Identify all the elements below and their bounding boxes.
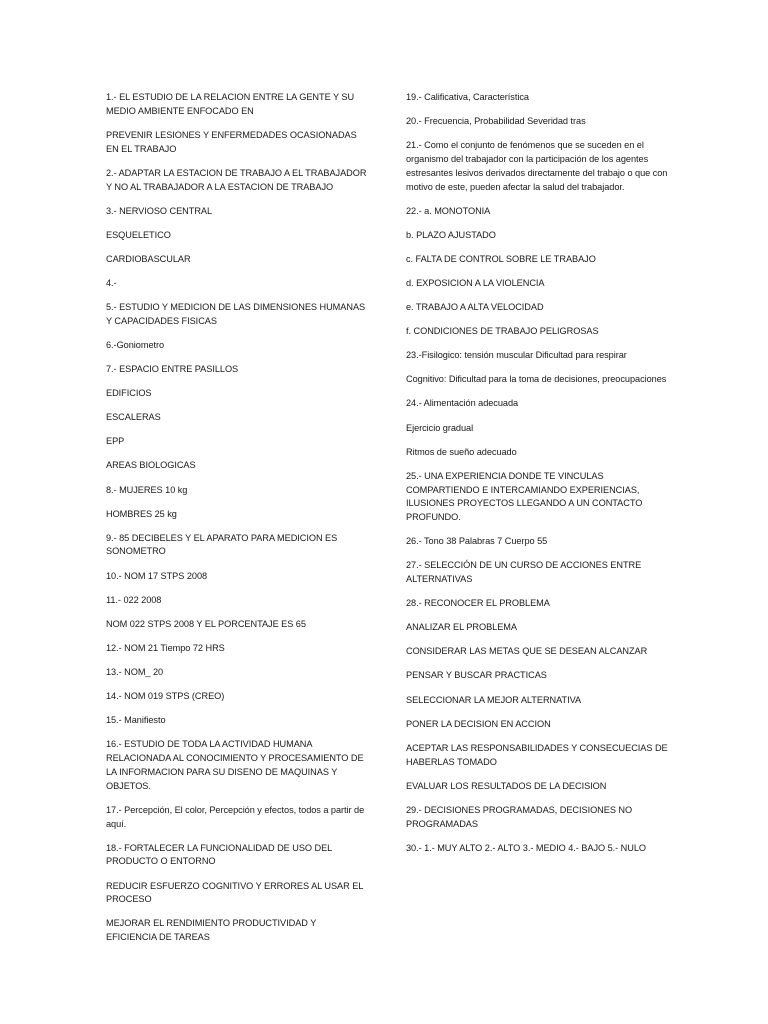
left-paragraph-7: 4.- bbox=[106, 277, 117, 288]
right-paragraph-21: PENSAR Y BUSCAR PRACTICAS bbox=[406, 670, 547, 681]
right-paragraph-27: 30.- 1.- MUY ALTO 2.- ALTO 3.- MEDIO 4.- BAJO 5.- NULO bbox=[406, 842, 646, 853]
right-paragraph-20: CONSIDERAR LAS METAS QUE SE DESEAN ALCANZAR bbox=[406, 646, 648, 657]
left-paragraph-12: ESCALERAS bbox=[106, 412, 161, 423]
left-paragraph-6: CARDIOBASCULAR bbox=[106, 253, 191, 264]
left-paragraph-20: NOM 022 STPS 2008 Y EL PORCENTAJE ES 65 bbox=[106, 618, 306, 629]
right-paragraph-26: 29.- DECISIONES PROGRAMADAS, DECISIONES NO PROGRAMADAS bbox=[406, 804, 633, 829]
left-paragraph-26: 17.- Percepción, El color, Percepción y efectos, todos a partir de aquí. bbox=[106, 804, 365, 829]
right-paragraph-16: 26.- Tono 38 Palabras 7 Cuerpo 55 bbox=[406, 536, 548, 547]
right-paragraph-11: Cognitivo: Dificultad para la toma de decisiones, preocupaciones bbox=[406, 374, 667, 385]
left-paragraph-11: EDIFICIOS bbox=[106, 388, 152, 399]
right-paragraph-23: PONER LA DECISION EN ACCION bbox=[406, 718, 551, 729]
left-paragraph-25: 16.- ESTUDIO DE TODA LA ACTIVIDAD HUMANA RELACIONADA AL CONOCIMIENTO Y PROCESAMIENTO DE LA INFORMACION PARA SU DISENO DE MAQUINAS Y OBJETOS. bbox=[106, 739, 364, 791]
right-column bbox=[406, 91, 668, 866]
left-paragraph-19: 11.- 022 2008 bbox=[106, 594, 162, 605]
right-paragraph-7: d. EXPOSICION A LA VIOLENCIA bbox=[406, 277, 545, 288]
right-paragraph-10: 23.-Fisilogico: tensión muscular Dificultad para respirar bbox=[406, 350, 627, 361]
left-paragraph-28: REDUCIR ESFUERZO COGNITIVO Y ERRORES AL USAR EL PROCESO bbox=[106, 880, 363, 905]
left-paragraph-4: 3.- NERVIOSO CENTRAL bbox=[106, 205, 213, 216]
right-paragraph-22: SELECCIONAR LA MEJOR ALTERNATIVA bbox=[406, 694, 582, 705]
right-paragraph-14: Ritmos de sueño adecuado bbox=[406, 446, 517, 457]
right-paragraph-4: 22.- a. MONOTONIA bbox=[406, 205, 491, 216]
right-paragraph-9: f. CONDICIONES DE TRABAJO PELIGROSAS bbox=[406, 326, 599, 337]
right-paragraph-24: ACEPTAR LAS RESPONSABILIDADES Y CONSECUECIAS DE HABERLAS TOMADO bbox=[406, 742, 668, 767]
left-paragraph-2: PREVENIR LESIONES Y ENFERMEDADES OCASIONADAS EN EL TRABAJO bbox=[106, 129, 357, 154]
left-column bbox=[106, 91, 368, 955]
left-paragraph-13: EPP bbox=[106, 436, 125, 447]
left-paragraph-15: 8.- MUJERES 10 kg bbox=[106, 484, 188, 495]
left-paragraph-1: 1.- EL ESTUDIO DE LA RELACION ENTRE LA GENTE Y SU MEDIO AMBIENTE ENFOCADO EN bbox=[106, 92, 355, 116]
right-paragraph-17: 27.- SELECCIÓN DE UN CURSO DE ACCIONES ENTRE ALTERNATIVAS bbox=[406, 560, 642, 585]
right-paragraph-13: Ejercicio gradual bbox=[406, 422, 474, 433]
left-paragraph-9: 6.-Goniometro bbox=[106, 339, 165, 350]
right-paragraph-19: ANALIZAR EL PROBLEMA bbox=[406, 622, 517, 633]
right-paragraph-5: b. PLAZO AJUSTADO bbox=[406, 229, 496, 240]
right-paragraph-3: 21.- Como el conjunto de fenómenos que se suceden en el organismo del trabajador con la participación de los agentes estresantes lesivos derivados directamente del trabajo o que con motivo de este, pueden afectar la salud del trabajador. bbox=[406, 140, 668, 192]
left-paragraph-17: 9.- 85 DECIBELES Y EL APARATO PARA MEDICION ES SONOMETRO bbox=[106, 532, 338, 557]
left-paragraph-3: 2.- ADAPTAR LA ESTACION DE TRABAJO A EL TRABAJADOR Y NO AL TRABAJADOR A LA ESTACION DE TRABAJO bbox=[106, 167, 367, 192]
left-paragraph-16: HOMBRES 25 kg bbox=[106, 508, 177, 519]
right-paragraph-25: EVALUAR LOS RESULTADOS DE LA DECISION bbox=[406, 780, 607, 791]
left-paragraph-14: AREAS BIOLOGICAS bbox=[106, 460, 196, 471]
right-paragraph-8: e. TRABAJO A ALTA VELOCIDAD bbox=[406, 302, 544, 313]
left-paragraph-27: 18.- FORTALECER LA FUNCIONALIDAD DE USO DEL PRODUCTO O ENTORNO bbox=[106, 842, 332, 867]
left-paragraph-5: ESQUELETICO bbox=[106, 229, 171, 240]
right-paragraph-2: 20.- Frecuencia, Probabilidad Severidad tras bbox=[406, 116, 586, 127]
left-paragraph-21: 12.- NOM 21 Tiempo 72 HRS bbox=[106, 642, 225, 653]
left-paragraph-24: 15.- Manifiesto bbox=[106, 715, 166, 726]
left-paragraph-23: 14.- NOM 019 STPS (CREO) bbox=[106, 691, 225, 702]
right-paragraph-1: 19.- Calificativa, Característica bbox=[406, 92, 529, 102]
left-paragraph-18: 10.- NOM 17 STPS 2008 bbox=[106, 570, 208, 581]
right-paragraph-15: 25.- UNA EXPERIENCIA DONDE TE VINCULAS COMPARTIENDO E INTERCAMIANDO EXPERIENCIAS, ILUSIONES PROYECTOS LLEGANDO A UN CONTACTO PROFUNDO. bbox=[406, 470, 643, 523]
left-paragraph-29: MEJORAR EL RENDIMIENTO PRODUCTIVIDAD Y EFICIENCIA DE TAREAS bbox=[106, 918, 317, 943]
right-paragraph-18: 28.- RECONOCER EL PROBLEMA bbox=[406, 598, 550, 609]
left-paragraph-22: 13.- NOM_ 20 bbox=[106, 666, 164, 677]
left-paragraph-8: 5.- ESTUDIO Y MEDICION DE LAS DIMENSIONES HUMANAS Y CAPACIDADES FISICAS bbox=[106, 302, 366, 326]
right-paragraph-6: c. FALTA DE CONTROL SOBRE LE TRABAJO bbox=[406, 253, 596, 264]
right-paragraph-12: 24.- Alimentación adecuada bbox=[406, 398, 519, 409]
left-paragraph-10: 7.- ESPACIO ENTRE PASILLOS bbox=[106, 364, 239, 375]
